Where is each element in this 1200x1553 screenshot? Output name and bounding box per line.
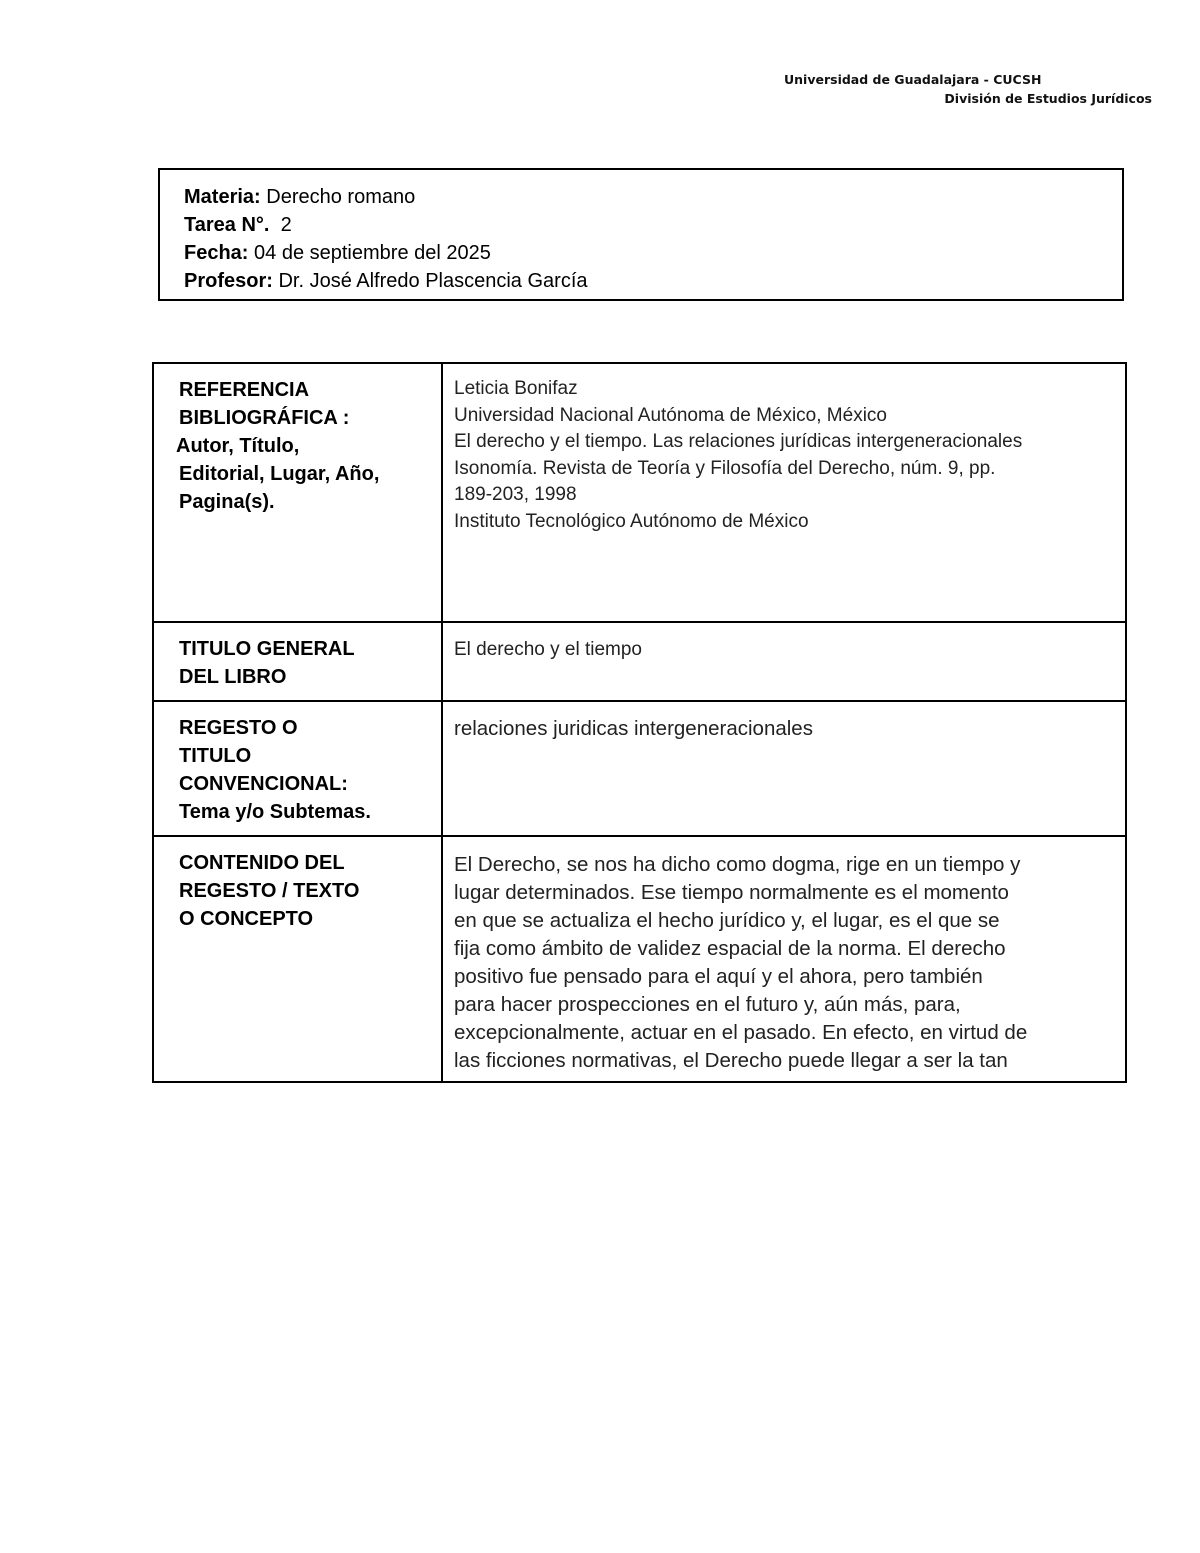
titulo-label-line: DEL LIBRO: [179, 666, 287, 688]
tarea-value: 2: [269, 214, 292, 236]
titulo-label-cell: [153, 622, 442, 701]
referencia-label-line: Editorial, Lugar, Año,: [179, 463, 380, 485]
table-row-titulo: [153, 622, 1126, 701]
contenido-text-line: positivo fue pensado para el aquí y el ahora, pero también: [454, 965, 983, 988]
tarea-row: [184, 211, 1122, 239]
contenido-text-line: fija como ámbito de validez espacial de la norma. El derecho: [454, 937, 1006, 960]
profesor-value: Dr. José Alfredo Plascencia García: [272, 270, 588, 292]
profesor-label: Profesor:: [184, 270, 273, 292]
contenido-label-line: O CONCEPTO: [179, 908, 314, 930]
division-name: División de Estudios Jurídicos: [944, 91, 1152, 106]
referencia-editorial: Instituto Tecnológico Autónomo de México: [454, 510, 809, 532]
referencia-paginas: 189-203, 1998: [454, 484, 577, 505]
fecha-row: [184, 239, 1122, 267]
contenido-label-cell: [153, 836, 442, 1082]
tarea-label: Tarea N°.: [184, 214, 270, 236]
titulo-label-line: TITULO GENERAL: [179, 638, 355, 660]
assignment-info-box: [158, 168, 1124, 301]
materia-value: Derecho romano: [260, 186, 416, 208]
referencia-label-line: BIBLIOGRÁFICA :: [179, 407, 350, 429]
regesto-label-line: TITULO: [179, 745, 252, 767]
regesto-value: relaciones juridicas intergeneracionales: [454, 717, 813, 740]
contenido-value-cell: [442, 836, 1126, 1082]
table-row-contenido: [153, 836, 1126, 1082]
contenido-text-line: en que se actualiza el hecho jurídico y, el lugar, es el que se: [454, 909, 1000, 932]
materia-label: Materia:: [184, 186, 261, 208]
materia-row: [184, 183, 1122, 211]
contenido-text-line: El Derecho, se nos ha dicho como dogma, rige en un tiempo y: [454, 853, 1021, 876]
referencia-label-cell: [153, 363, 442, 622]
fecha-label: Fecha:: [184, 242, 249, 264]
table-row-regesto: [153, 701, 1126, 836]
regesto-value-cell: [442, 701, 1126, 836]
contenido-text-line: las ficciones normativas, el Derecho puede llegar a ser la tan: [454, 1049, 1008, 1072]
regesto-label-line: Tema y/o Subtemas.: [179, 801, 371, 823]
contenido-text-line: lugar determinados. Ese tiempo normalmente es el momento: [454, 881, 1009, 904]
referencia-label-line: Pagina(s).: [179, 491, 275, 513]
regesto-label-line: REGESTO O: [179, 717, 298, 739]
referencia-value-cell: [442, 363, 1126, 622]
titulo-value-cell: [442, 622, 1126, 701]
contenido-label-line: CONTENIDO DEL: [179, 852, 345, 874]
institution-name: Universidad de Guadalajara - CUCSH: [784, 72, 1042, 87]
contenido-label-line: REGESTO / TEXTO: [179, 880, 360, 902]
regesto-table: [152, 362, 1127, 1083]
profesor-row: [184, 267, 1122, 295]
fecha-value: 04 de septiembre del 2025: [248, 242, 491, 264]
contenido-text-line: para hacer prospecciones en el futuro y, aún más, para,: [454, 993, 961, 1016]
titulo-value: El derecho y el tiempo: [454, 639, 642, 660]
referencia-institucion: Universidad Nacional Autónoma de México, México: [454, 404, 887, 426]
referencia-autor: Leticia Bonifaz: [454, 378, 578, 399]
regesto-label-cell: [153, 701, 442, 836]
referencia-titulo: El derecho y el tiempo. Las relaciones jurídicas intergeneracionales: [454, 431, 1023, 452]
referencia-label-line: REFERENCIA: [179, 379, 310, 401]
contenido-text-line: excepcionalmente, actuar en el pasado. En efecto, en virtud de: [454, 1021, 1028, 1044]
table-row-referencia: [153, 363, 1126, 622]
referencia-revista: Isonomía. Revista de Teoría y Filosofía del Derecho, núm. 9, pp.: [454, 457, 996, 479]
regesto-label-line: CONVENCIONAL:: [179, 773, 348, 795]
referencia-label-line: Autor, Título,: [176, 435, 300, 457]
